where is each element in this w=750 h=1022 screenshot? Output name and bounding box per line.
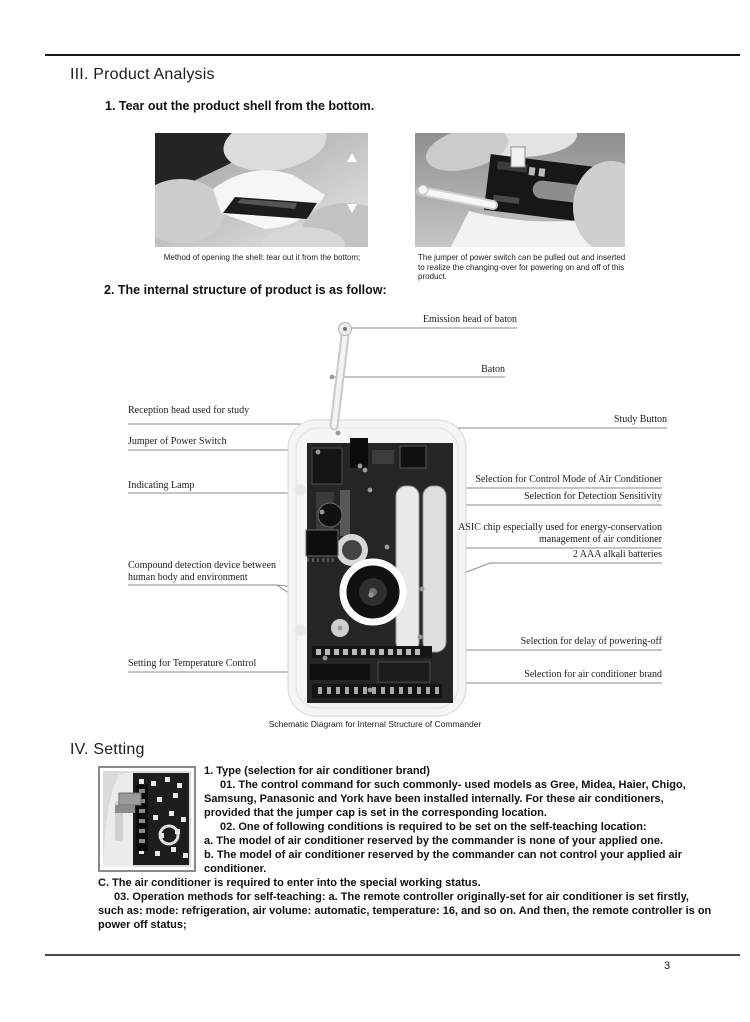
shell-opening-illustration	[155, 133, 368, 247]
jumper-location-thumbnail	[98, 766, 196, 872]
para-02: 02. One of following conditions is required to be set on the self-teaching location:	[220, 821, 647, 833]
type-heading: 1. Type (selection for air conditioner brand)	[204, 765, 430, 777]
label-delay: Selection for delay of powering-off	[520, 636, 662, 647]
photo-2-caption: The jumper of power switch can be pulled out and inserted to realize the changing-over for powering on and off of this product.	[418, 253, 626, 281]
label-temperature: Setting for Temperature Control	[128, 658, 257, 669]
power-jumper-illustration	[415, 133, 625, 247]
photo-power-jumper	[415, 133, 625, 247]
step-2-text: 2. The internal structure of product is as follow:	[104, 283, 387, 297]
photo-shell-opening	[155, 133, 368, 247]
label-baton: Baton	[481, 364, 505, 375]
section-3-title: III. Product Analysis	[70, 66, 215, 83]
item-c: C. The air conditioner is required to enter into the special working status.	[98, 877, 481, 889]
header-rule	[45, 54, 740, 56]
label-control-mode: Selection for Control Mode of Air Conditioner	[475, 474, 662, 485]
label-compound-detector: Compound detection device between human body and environment	[128, 560, 277, 583]
label-study-button: Study Button	[613, 414, 667, 425]
footer-rule	[45, 954, 740, 956]
commander-device-drawing	[0, 310, 750, 722]
label-brand: Selection for air conditioner brand	[524, 669, 662, 680]
page-number: 3	[664, 960, 671, 972]
pcb-thumbnail-illustration	[103, 771, 191, 867]
step-1-text: 1. Tear out the product shell from the bottom.	[105, 99, 375, 113]
item-a: a. The model of air conditioner reserved by the commander is none of your applied one.	[204, 835, 664, 847]
label-asic-chip: ASIC chip especially used for energy-conservation management of air conditioner	[458, 522, 662, 545]
label-indicating-lamp: Indicating Lamp	[128, 480, 195, 491]
setting-block	[98, 764, 712, 932]
item-b: b. The model of air conditioner reserved by the commander can not control your applied air conditioner.	[204, 849, 682, 875]
label-power-jumper: Jumper of Power Switch	[128, 436, 227, 447]
para-01: 01. The control command for such commonly- used models as Gree, Midea, Haier, Chigo, Samsung, Panasonic and York have been installed internally. For these air conditioners, provided that the jumper cap is set in the corresponding location.	[204, 779, 686, 819]
label-reception-head: Reception head used for study	[128, 405, 250, 416]
section-4-title: IV. Setting	[70, 741, 145, 758]
schematic-caption: Schematic Diagram for Internal Structure of Commander	[268, 719, 482, 729]
label-batteries: 2 AAA alkali batteries	[572, 549, 662, 560]
label-sensitivity: Selection for Detection Sensitivity	[523, 491, 662, 502]
label-emission-head: Emission head of baton	[422, 314, 517, 325]
photo-1-caption: Method of opening the shell: tear out it from the bottom;	[163, 253, 361, 262]
schematic-diagram	[0, 310, 750, 722]
commander-body	[288, 323, 466, 717]
para-03: 03. Operation methods for self-teaching: a. The remote controller originally-set for air conditioner is set firstly, such as: mode: refrigeration, air volume: automatic, temperature: 16, and so on. And then, the remote controller is on power off status;	[98, 891, 712, 931]
